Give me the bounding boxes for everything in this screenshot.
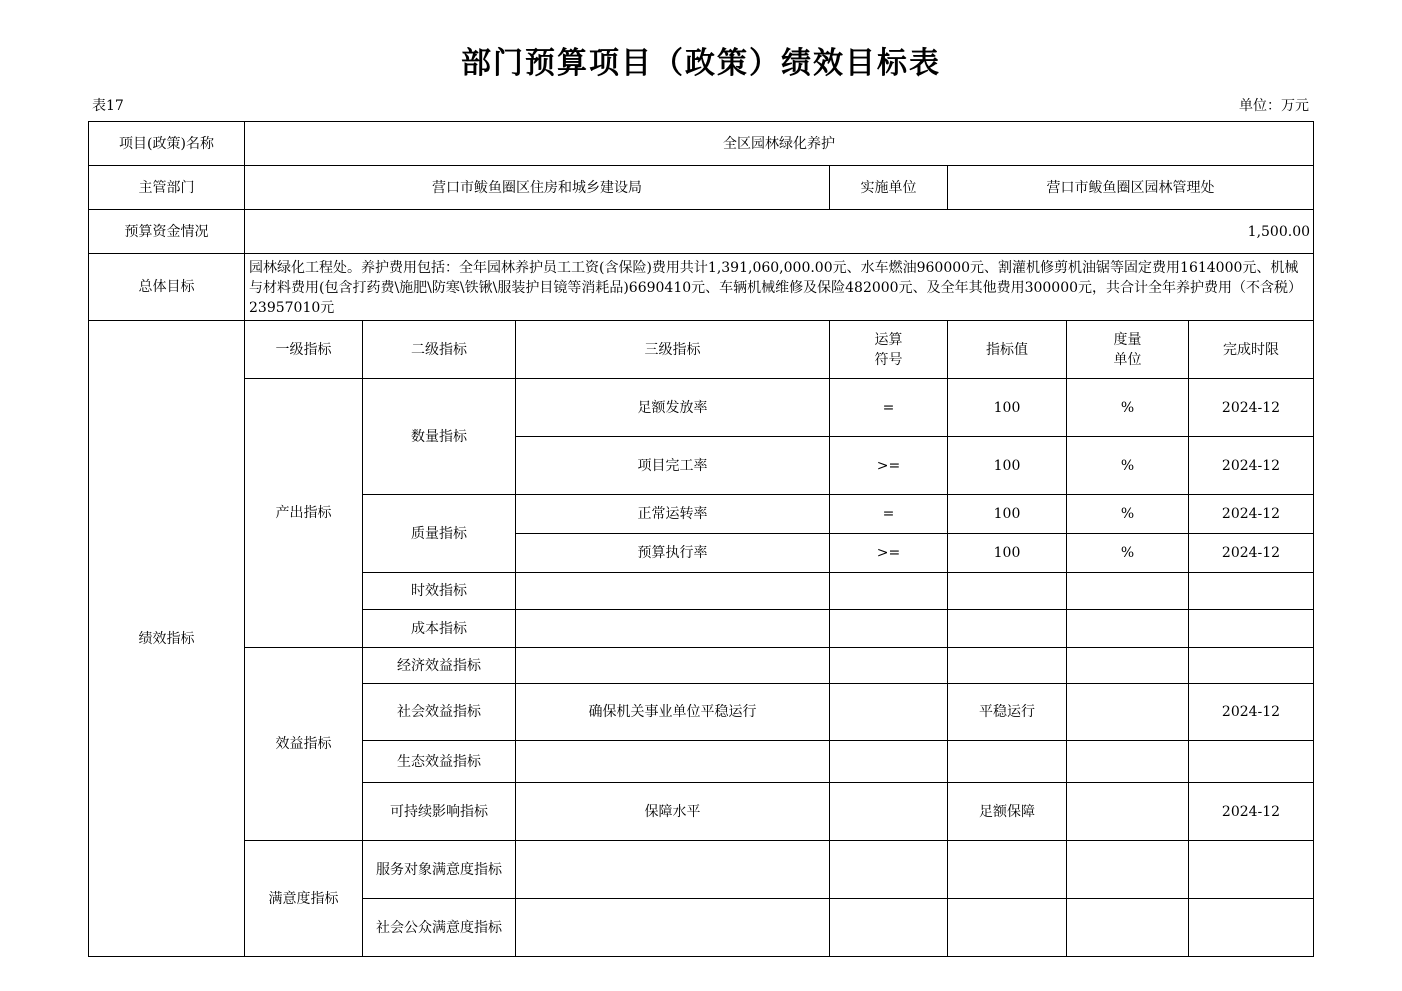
empty-cell <box>1189 610 1314 648</box>
empty-cell <box>830 573 948 610</box>
empty-cell <box>1067 684 1189 741</box>
empty-cell <box>516 841 830 899</box>
empty-cell <box>1067 841 1189 899</box>
indicator-operator: = <box>830 379 948 437</box>
empty-cell <box>516 573 830 610</box>
table-number: 表17 <box>92 98 124 114</box>
output-label: 产出指标 <box>245 379 363 648</box>
empty-cell <box>1067 573 1189 610</box>
indicator-unit: % <box>1067 495 1189 534</box>
economic-label: 经济效益指标 <box>363 648 516 684</box>
header-level1: 一级指标 <box>245 321 363 379</box>
indicator-deadline: 2024-12 <box>1189 684 1314 741</box>
indicator-operator: = <box>830 495 948 534</box>
empty-cell <box>948 841 1067 899</box>
sustainable-label: 可持续影响指标 <box>363 783 516 841</box>
header-value: 指标值 <box>948 321 1067 379</box>
goal-value: 园林绿化工程处。养护费用包括：全年园林养护员工工资(含保险)费用共计1,391,060,000.00元、水车燃油960000元、割灌机修剪机油锯等固定费用1614000元、机械与材料费用(包含打药费\施肥\防寒\铁锹\服装护目镜等消耗品)6690410元、车辆机械维修及保险482000元、及全年其他费用300000元，共合计全年养护费用（不含税）23957010元 <box>245 254 1314 321</box>
empty-cell <box>1189 899 1314 957</box>
indicator-unit: % <box>1067 437 1189 495</box>
table-row <box>89 254 1314 321</box>
ecological-label: 生态效益指标 <box>363 741 516 783</box>
empty-cell <box>1067 783 1189 841</box>
table-row <box>89 122 1314 166</box>
unit-label: 单位：万元 <box>1239 98 1309 114</box>
cost-label: 成本指标 <box>363 610 516 648</box>
indicator-name: 项目完工率 <box>516 437 830 495</box>
social-label: 社会效益指标 <box>363 684 516 741</box>
indicator-unit: % <box>1067 379 1189 437</box>
header-deadline: 完成时限 <box>1189 321 1314 379</box>
indicator-unit: % <box>1067 534 1189 573</box>
empty-cell <box>1067 610 1189 648</box>
impl-value: 营口市鲅鱼圈区园林管理处 <box>948 166 1314 210</box>
table-row <box>89 648 1314 684</box>
goal-label: 总体目标 <box>89 254 245 321</box>
project-name-value: 全区园林绿化养护 <box>245 122 1314 166</box>
empty-cell <box>1067 899 1189 957</box>
empty-cell <box>948 573 1067 610</box>
satisfaction-label: 满意度指标 <box>245 841 363 957</box>
page-title: 部门预算项目（政策）绩效目标表 <box>461 46 941 81</box>
indicator-deadline: 2024-12 <box>1189 379 1314 437</box>
header-level3: 三级指标 <box>516 321 830 379</box>
empty-cell <box>1189 741 1314 783</box>
empty-cell <box>1189 841 1314 899</box>
empty-cell <box>1067 648 1189 684</box>
empty-cell <box>948 741 1067 783</box>
indicator-name: 正常运转率 <box>516 495 830 534</box>
indicator-value: 100 <box>948 534 1067 573</box>
project-name-label: 项目(政策)名称 <box>89 122 245 166</box>
empty-cell <box>1189 648 1314 684</box>
empty-cell <box>830 684 948 741</box>
empty-cell <box>948 648 1067 684</box>
dept-value: 营口市鲅鱼圈区住房和城乡建设局 <box>245 166 830 210</box>
indicator-name: 确保机关事业单位平稳运行 <box>516 684 830 741</box>
indicator-value: 足额保障 <box>948 783 1067 841</box>
timeliness-label: 时效指标 <box>363 573 516 610</box>
empty-cell <box>830 841 948 899</box>
indicator-header-row <box>89 321 1314 379</box>
performance-table <box>88 121 1314 957</box>
empty-cell <box>830 648 948 684</box>
indicator-name: 预算执行率 <box>516 534 830 573</box>
empty-cell <box>516 648 830 684</box>
empty-cell <box>516 899 830 957</box>
empty-cell <box>830 783 948 841</box>
indicator-value: 平稳运行 <box>948 684 1067 741</box>
empty-cell <box>1067 741 1189 783</box>
table-row <box>89 210 1314 254</box>
table-row <box>89 166 1314 210</box>
benefit-label: 效益指标 <box>245 648 363 841</box>
service-label: 服务对象满意度指标 <box>363 841 516 899</box>
budget-label: 预算资金情况 <box>89 210 245 254</box>
indicator-deadline: 2024-12 <box>1189 437 1314 495</box>
table-row <box>89 379 1314 437</box>
empty-cell <box>516 610 830 648</box>
indicator-deadline: 2024-12 <box>1189 495 1314 534</box>
header-level2: 二级指标 <box>363 321 516 379</box>
header-operator: 运算 符号 <box>830 321 948 379</box>
indicator-value: 100 <box>948 437 1067 495</box>
indicator-name: 足额发放率 <box>516 379 830 437</box>
quantity-label: 数量指标 <box>363 379 516 495</box>
quality-label: 质量指标 <box>363 495 516 573</box>
table-row <box>89 841 1314 899</box>
empty-cell <box>830 610 948 648</box>
indicator-value: 100 <box>948 495 1067 534</box>
empty-cell <box>948 899 1067 957</box>
empty-cell <box>830 899 948 957</box>
impl-label: 实施单位 <box>830 166 948 210</box>
indicators-section-label: 绩效指标 <box>89 321 245 957</box>
indicator-deadline: 2024-12 <box>1189 783 1314 841</box>
dept-label: 主管部门 <box>89 166 245 210</box>
empty-cell <box>948 610 1067 648</box>
budget-value: 1,500.00 <box>245 210 1314 254</box>
header-unit: 度量 单位 <box>1067 321 1189 379</box>
indicator-value: 100 <box>948 379 1067 437</box>
indicator-deadline: 2024-12 <box>1189 534 1314 573</box>
empty-cell <box>830 741 948 783</box>
indicator-operator: >= <box>830 534 948 573</box>
empty-cell <box>1189 573 1314 610</box>
indicator-name: 保障水平 <box>516 783 830 841</box>
indicator-operator: >= <box>830 437 948 495</box>
public-label: 社会公众满意度指标 <box>363 899 516 957</box>
empty-cell <box>516 741 830 783</box>
